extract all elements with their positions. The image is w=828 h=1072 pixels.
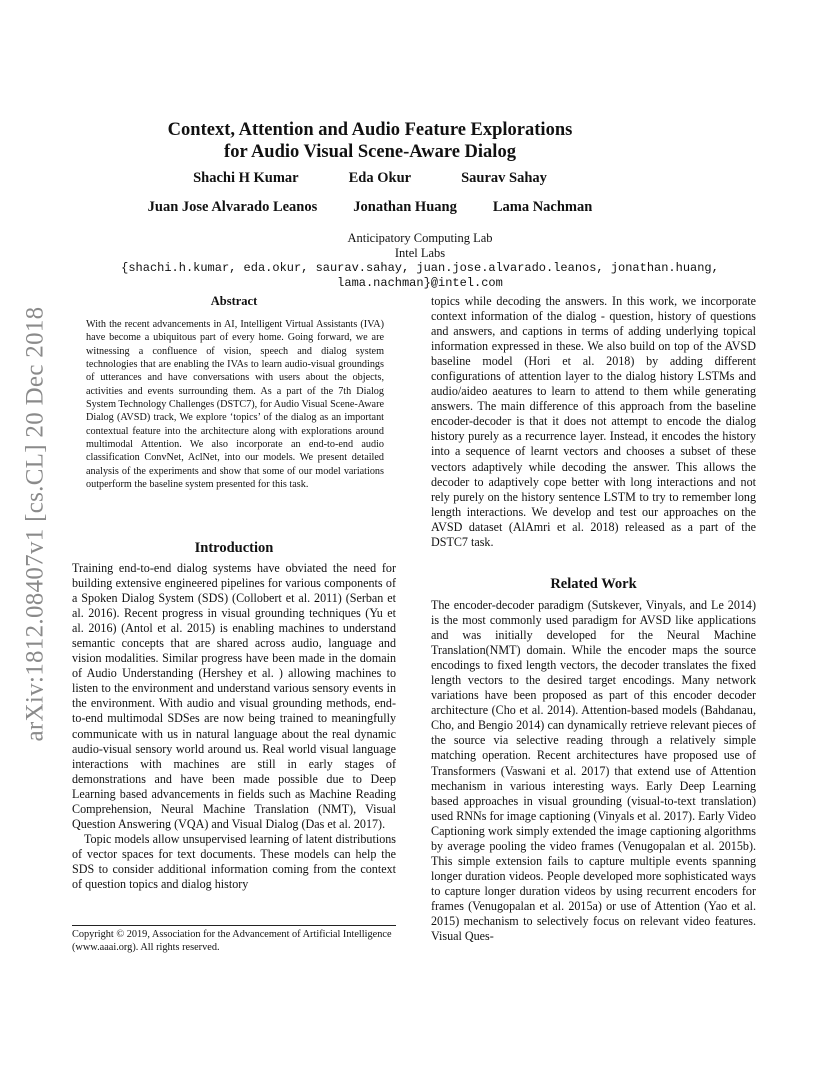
affiliation-lab: Anticipatory Computing Lab xyxy=(347,231,493,245)
author-name: Eda Okur xyxy=(348,170,412,186)
introduction-heading: Introduction xyxy=(194,540,274,556)
title-line-1: Context, Attention and Audio Feature Explorations xyxy=(167,120,573,140)
introduction-paragraph-1: Training end-to-end dialog systems have obviated the need for building extensive engineered pipelines for various components of a Spoken Dialog System (SDS) (Collobert et al. 2011) (Serban et al. 2016). Recent progress in visual grounding techniques (Yu et al. 2016) (Antol et al. 2015) is enabling machines to understand semantic concepts that are shared across audio, language and vision modalities. Similar progress have been made in the domain of Audio Understanding (Hershey et al. ) allowing machines to listen to the environment and understand various sensory events in the environment. With audio and visual grounding methods, end-to-end multimodal SDSes are now being trained to meaningfully communicate with us in natural language about the real dynamic audio-visual sensory world around us. Real world visual language interactions with machines are still in early stages of demonstrations and have been made possible due to Deep Learning based advancements in fields such as Machine Reading Comprehension, Neural Machine Translation (NMT), Visual Question Answering (VQA) and Visual Dialog (Das et al. 2017). xyxy=(72,561,396,831)
copyright-footnote: Copyright © 2019, Association for the Advancement of Artificial Intelligence (www.aaai.org). All rights reserved. xyxy=(72,925,396,954)
author-name: Saurav Sahay xyxy=(461,170,547,186)
arxiv-identifier: arXiv:1812.08407v1 [cs.CL] 20 Dec 2018 xyxy=(21,306,48,742)
abstract-heading: Abstract xyxy=(210,294,258,308)
related-work-paragraph-1: The encoder-decoder paradigm (Sutskever, Vinyals, and Le 2014) is the most commonly used paradigm for AVSD like applications and was initially developed for the Neural Machine Translation(NMT) domain. While the encoder maps the source encodings to fixed length vectors, the decoder translates the fixed length vectors to the desired target encodings. Many network variations have been proposed as part of this encoder decoder architecture (Cho et al. 2014). Attention-based models (Bahdanau, Cho, and Bengio 2014) can dynamically retrieve relevant pieces of the source via selective reading through a relatively simple matching operation. Recent architectures have proposed use of Transformers (Vaswani et al. 2017) that extend use of Attention mechanism in various interesting ways. Early Deep Learning based approaches in visual grounding (visual-to-text translation) used RNNs for image captioning (Vinyals et al. 2017). Early Video Captioning work simply extended the image captioning algorithms by average pooling the video frames (Venugopalan et al. 2015b). This simple extension fails to capture multiple events spanning longer duration videos. People developed more sophisticated ways to capture longer duration videos by using recurrent encoders for frames (Venugopalan et al. 2015a) or use of Attention (Yao et al. 2015) mechanism to selectively focus on relevant video features. Visual Ques- xyxy=(431,598,756,944)
author-name: Lama Nachman xyxy=(492,199,593,215)
author-emails-line-1: {shachi.h.kumar, eda.okur, saurav.sahay, juan.jose.alvarado.leanos, jonathan.huang, xyxy=(121,261,719,275)
introduction-body xyxy=(72,561,396,892)
arxiv-identifier-stamp xyxy=(20,284,50,764)
introduction-paragraph-2: Topic models allow unsupervised learning of latent distributions of vector spaces for text documents. These models can help the SDS to consider additional information coming from the context of question topics and dialog history xyxy=(72,831,396,891)
authors-row-1 xyxy=(90,170,650,187)
affiliation-block xyxy=(60,231,780,291)
related-work-body xyxy=(431,598,756,944)
authors-row-2 xyxy=(90,199,650,216)
related-work-heading: Related Work xyxy=(550,576,637,592)
paper-title xyxy=(80,119,660,163)
affiliation-org: Intel Labs xyxy=(394,246,446,260)
author-emails-line-2: lama.nachman}@intel.com xyxy=(337,276,503,290)
author-name: Jonathan Huang xyxy=(353,199,457,215)
continuation-paragraph: topics while decoding the answers. In this work, we incorporate context information of the dialog - question, history of questions and answers, and captions in terms of adding underlying topical information expressed in these. We also build on top of the AVSD baseline model (Hori et al. 2018) by adding different configurations of attention layer to the dialog history LSTMs and audio/aideo aeatures to learn to attend to them while generating answers. The main difference of this approach from the baseline encoder-decoder is that it does not attempt to encode the dialog history purely as a recurrence layer. Instead, it encodes the history into a sequence of learnt vectors and chooses a subset of these vectors adaptively while decoding the answer. This allows the decoder to adaptively cope better with long interactions and not rely purely on the history sentence LSTM to try to remember long length interactions. We develop and test our approaches on the AVSD dataset (AlAmri et al. 2018) released as a part of the DSTC7 task. xyxy=(431,294,756,549)
title-line-2: for Audio Visual Scene-Aware Dialog xyxy=(224,142,516,162)
right-column-continuation xyxy=(431,294,756,550)
author-name: Juan Jose Alvarado Leanos xyxy=(147,199,318,215)
abstract-text: With the recent advancements in AI, Intelligent Virtual Assistants (IVA) have become a ubiquitous part of every home. Going forward, we are witnessing a confluence of vision, speech and dialog system technologies that are enabling the IVAs to learn audio-visual groundings of utterances and have conversations with users about the objects, activities and events surrounding them. As a part of the 7th Dialog System Technology Challenges (DSTC7), for Audio Visual Scene-Aware Dialog (AVSD) track, We explore ‘topics’ of the dialog as an important contextual feature into the architecture along with explorations around multimodal Attention. We also incorporate an end-to-end audio classification ConvNet, AclNet, into our models. We present detailed analysis of the experiments and show that some of our model variations outperform the baseline system presented for this task. xyxy=(86,319,384,491)
author-name: Shachi H Kumar xyxy=(193,170,299,186)
